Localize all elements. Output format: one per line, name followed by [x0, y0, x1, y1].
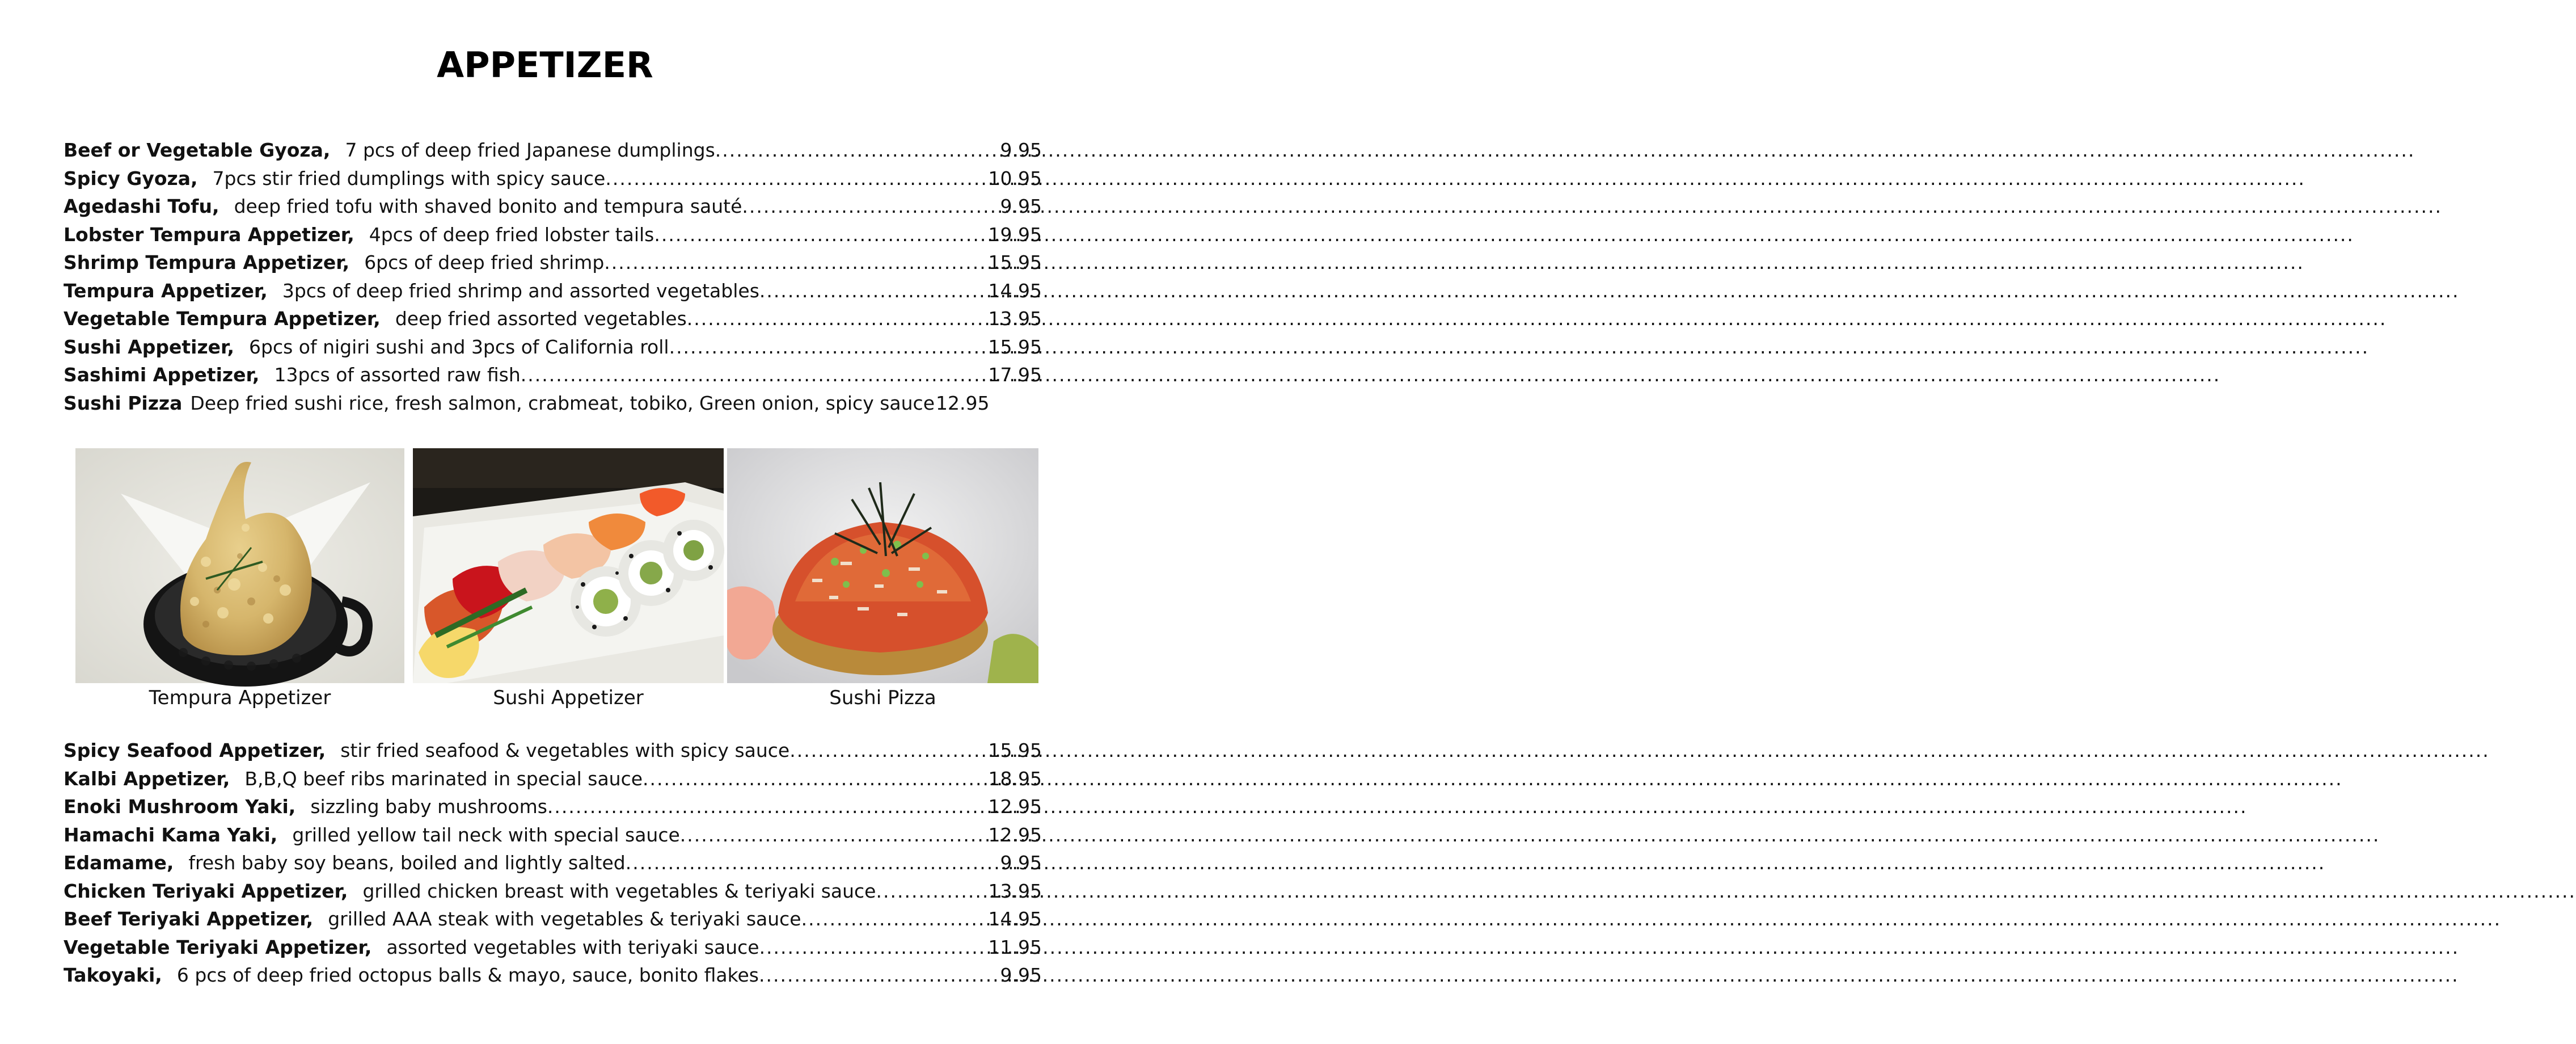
- item-description: deep fried assorted vegetables: [395, 308, 687, 330]
- item-name: Takoyaki,: [64, 964, 162, 986]
- item-description: grilled AAA steak with vegetables & teriyaki sauce: [328, 908, 801, 930]
- item-description: 4pcs of deep fried lobster tails: [369, 223, 654, 246]
- item-name: Sushi Appetizer,: [64, 335, 234, 358]
- photo-caption: Sushi Appetizer: [493, 687, 644, 709]
- item-description: grilled yellow tail neck with special sauce: [292, 823, 680, 846]
- dot-leader: [801, 908, 987, 930]
- dot-leader: [521, 364, 987, 386]
- menu-item: [64, 280, 1042, 308]
- item-name: Beef or Vegetable Gyoza,: [64, 139, 331, 161]
- item-description: 7pcs stir fried dumplings with spicy sauce: [212, 167, 606, 190]
- dot-leader: [742, 195, 999, 217]
- item-description: B,B,Q beef ribs marinated in special sauce: [244, 767, 643, 790]
- item-price: 13.95: [988, 308, 1042, 330]
- item-price: 18.95: [988, 767, 1042, 790]
- item-price: 17.95: [988, 364, 1042, 386]
- item-price: 10.95: [988, 167, 1042, 190]
- menu-item: [64, 364, 1042, 392]
- menu-item: [64, 880, 1042, 908]
- item-price: 15.95: [988, 739, 1042, 761]
- menu-list-top: [64, 139, 1042, 420]
- menu-item: [64, 167, 1042, 196]
- sushi-pizza-photo: [727, 448, 1038, 683]
- item-name: Vegetable Teriyaki Appetizer,: [64, 936, 372, 958]
- item-price: 15.95: [988, 335, 1042, 358]
- menu-item: [64, 224, 1042, 252]
- dot-leader: [789, 739, 987, 761]
- item-price: 14.95: [988, 908, 1042, 930]
- menu-item: [64, 964, 1042, 992]
- dot-leader: [687, 308, 987, 330]
- item-description: 6 pcs of deep fried octopus balls & mayo, sauce, bonito flakes: [176, 964, 759, 986]
- sushi-appetizer-photo: [413, 448, 724, 683]
- photo-caption: Tempura Appetizer: [149, 687, 331, 709]
- item-name: Beef Teriyaki Appetizer,: [64, 908, 314, 930]
- item-description: 6pcs of deep fried shrimp: [364, 251, 605, 273]
- item-price: 9.95: [1000, 852, 1042, 874]
- item-price: 11.95: [988, 936, 1042, 958]
- menu-item: [64, 795, 1042, 824]
- item-name: Spicy Seafood Appetizer,: [64, 739, 326, 761]
- item-description: 13pcs of assorted raw fish: [274, 364, 521, 386]
- item-name: Kalbi Appetizer,: [64, 767, 230, 790]
- item-description: deep fried tofu with shaved bonito and tempura sauté: [234, 195, 742, 217]
- item-price: 14.95: [988, 279, 1042, 302]
- item-description: 3pcs of deep fried shrimp and assorted vegetables: [282, 279, 759, 302]
- dot-leader: [876, 880, 987, 902]
- dot-leader: [654, 224, 987, 246]
- dot-leader: [547, 795, 987, 818]
- dot-leader: [643, 768, 987, 790]
- item-name: Edamame,: [64, 852, 174, 874]
- dot-leader: [605, 167, 987, 190]
- menu-item: [64, 852, 1042, 880]
- item-name: Sushi Pizza: [64, 392, 183, 414]
- menu-item: [64, 195, 1042, 224]
- menu-item: [64, 768, 1042, 796]
- item-description: 6pcs of nigiri sushi and 3pcs of California roll: [249, 335, 669, 358]
- item-description: stir fried seafood & vegetables with spicy sauce: [340, 739, 790, 761]
- item-name: Vegetable Tempura Appetizer,: [64, 308, 381, 330]
- item-name: Shrimp Tempura Appetizer,: [64, 251, 350, 273]
- dot-leader: [759, 280, 987, 302]
- item-price: 19.95: [988, 223, 1042, 246]
- menu-item: [64, 392, 1042, 420]
- menu-item: [64, 824, 1042, 852]
- page-title: APPETIZER: [437, 44, 653, 86]
- menu-list-bottom: [64, 739, 1042, 992]
- item-description: sizzling baby mushrooms: [310, 795, 547, 818]
- dot-leader: [759, 936, 987, 958]
- item-price: 15.95: [988, 251, 1042, 273]
- menu-item: [64, 936, 1042, 965]
- menu-item: [64, 336, 1042, 364]
- item-name: Enoki Mushroom Yaki,: [64, 795, 296, 818]
- item-description: grilled chicken breast with vegetables & teriyaki sauce: [362, 879, 876, 902]
- photo-caption: Sushi Pizza: [829, 687, 936, 709]
- item-description: 7 pcs of deep fried Japanese dumplings: [345, 139, 715, 161]
- item-name: Hamachi Kama Yaki,: [64, 823, 278, 846]
- item-name: Chicken Teriyaki Appetizer,: [64, 879, 348, 902]
- item-price: 9.95: [1000, 964, 1042, 986]
- tempura-appetizer-photo: [75, 448, 404, 683]
- menu-item: [64, 139, 1042, 167]
- item-description: assorted vegetables with teriyaki sauce: [386, 936, 759, 958]
- item-description: fresh baby soy beans, boiled and lightly salted: [188, 852, 626, 874]
- menu-item: [64, 739, 1042, 768]
- item-price: 9.95: [1000, 139, 1042, 161]
- dot-leader: [604, 251, 987, 273]
- menu-item: [64, 251, 1042, 280]
- dot-leader: [626, 852, 999, 874]
- item-name: Agedashi Tofu,: [64, 195, 219, 217]
- item-description: Deep fried sushi rice, fresh salmon, crabmeat, tobiko, Green onion, spicy sauce: [190, 392, 935, 414]
- dot-leader: [669, 336, 987, 358]
- item-name: Sashimi Appetizer,: [64, 364, 260, 386]
- dot-leader: [715, 139, 999, 161]
- menu-item: [64, 308, 1042, 336]
- item-price: 12.95: [936, 392, 990, 414]
- item-name: Tempura Appetizer,: [64, 279, 268, 302]
- item-price: 12.95: [988, 795, 1042, 818]
- dot-leader: [680, 824, 987, 846]
- item-price: 9.95: [1000, 195, 1042, 217]
- menu-item: [64, 908, 1042, 936]
- item-name: Lobster Tempura Appetizer,: [64, 223, 354, 246]
- item-price: 12.95: [988, 823, 1042, 846]
- item-name: Spicy Gyoza,: [64, 167, 198, 190]
- dot-leader: [759, 964, 999, 986]
- item-price: 13.95: [988, 879, 1042, 902]
